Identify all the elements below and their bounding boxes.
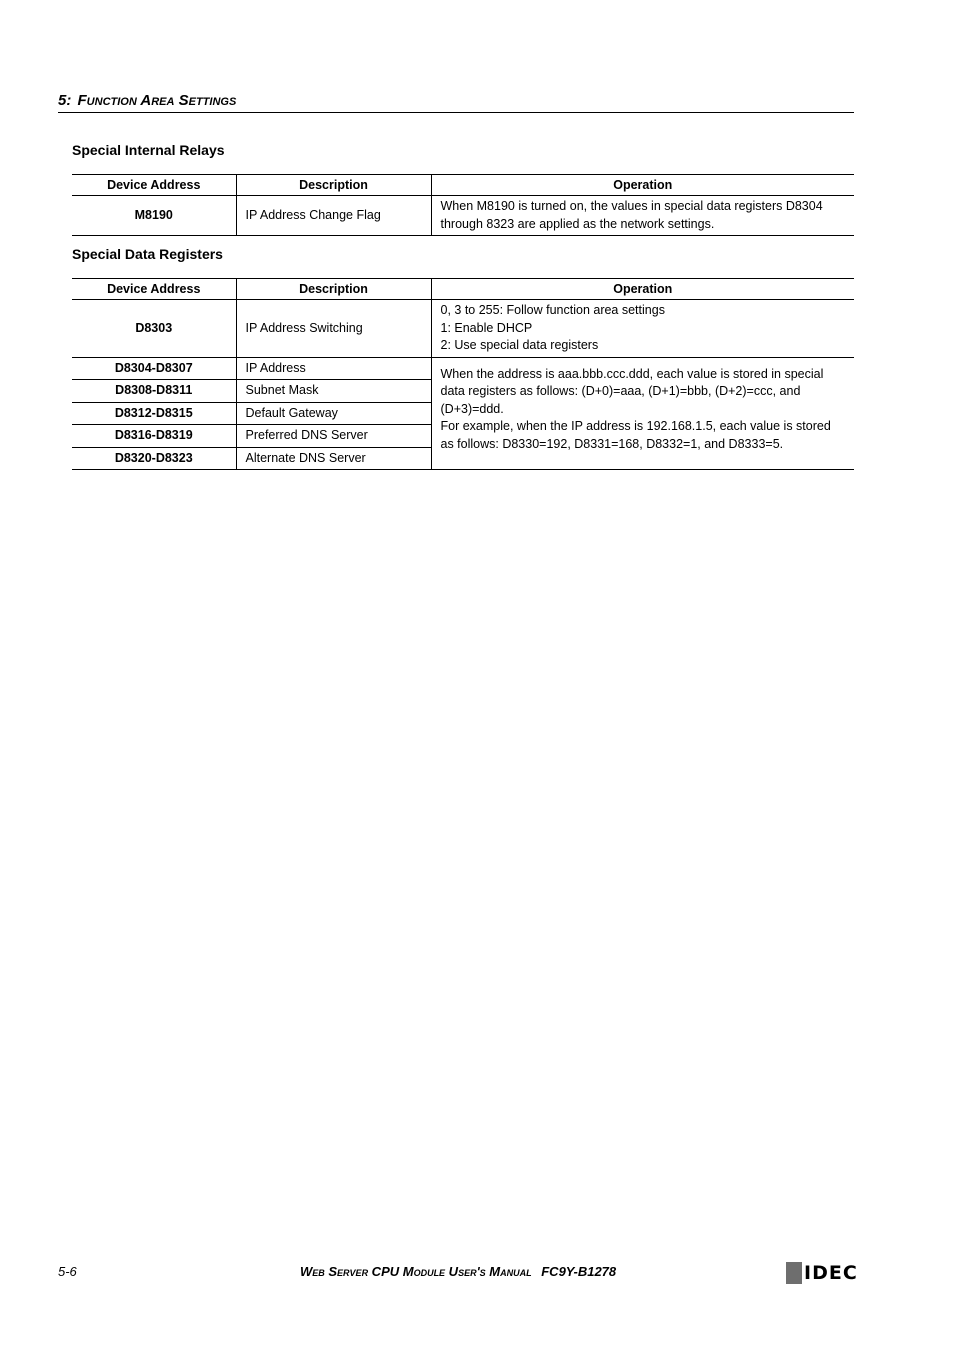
description-cell: Alternate DNS Server — [236, 447, 431, 470]
device-address-cell: M8190 — [72, 196, 236, 236]
operation-cell: When M8190 is turned on, the values in special data registers D8304 through 8323 are applied as the network settings. — [431, 196, 854, 236]
chapter-number: 5: — [58, 92, 72, 109]
table-row — [72, 196, 854, 236]
relays-table — [72, 174, 854, 236]
manual-code: FC9Y-B1278 — [541, 1264, 617, 1279]
description-cell: Default Gateway — [236, 402, 431, 425]
description-cell: IP Address — [236, 357, 431, 380]
shared-operation-cell — [431, 357, 854, 470]
description-cell: IP Address Switching — [236, 300, 431, 358]
device-address-cell: D8303 — [72, 300, 236, 358]
device-address-cell: D8304-D8307 — [72, 357, 236, 380]
page-number: 5-6 — [58, 1264, 77, 1279]
operation-paragraph: For example, when the IP address is 192.168.1.5, each value is stored as follows: D8330=192, D8331=168, D8332=1, and D8333=5. — [440, 419, 831, 451]
manual-title — [300, 1264, 616, 1279]
chapter-header — [58, 92, 854, 113]
relays-header-row — [72, 175, 854, 196]
chapter-title: Function Area Settings — [77, 92, 237, 109]
idec-logo — [786, 1262, 858, 1284]
registers-section-title: Special Data Registers — [72, 246, 223, 262]
device-address-cell: D8320-D8323 — [72, 447, 236, 470]
operation-line: 1: Enable DHCP — [440, 320, 533, 335]
operation-cell — [431, 300, 854, 358]
column-header-device-address: Device Address — [72, 175, 236, 196]
logo-text: IDEC — [804, 1262, 858, 1284]
description-cell: Preferred DNS Server — [236, 425, 431, 448]
table-row — [72, 357, 854, 380]
device-address-cell: D8316-D8319 — [72, 425, 236, 448]
operation-line: 0, 3 to 255: Follow function area settings — [440, 303, 665, 317]
device-address-cell: D8312-D8315 — [72, 402, 236, 425]
table-row — [72, 300, 854, 358]
description-cell: Subnet Mask — [236, 380, 431, 403]
description-cell: IP Address Change Flag — [236, 196, 431, 236]
registers-header-row — [72, 279, 854, 300]
manual-title-text: Web Server CPU Module User's Manual — [300, 1264, 532, 1279]
column-header-operation: Operation — [431, 279, 854, 300]
relays-section-title: Special Internal Relays — [72, 142, 225, 158]
column-header-description: Description — [236, 279, 431, 300]
operation-paragraph: When the address is aaa.bbb.ccc.ddd, each value is stored in special data registers as follows: (D+0)=aaa, (D+1)=bbb, (D+2)=ccc, and (D+3)=ddd. — [440, 366, 824, 416]
column-header-description: Description — [236, 175, 431, 196]
device-address-cell: D8308-D8311 — [72, 380, 236, 403]
column-header-device-address: Device Address — [72, 279, 236, 300]
column-header-operation: Operation — [431, 175, 854, 196]
operation-line: 2: Use special data registers — [440, 338, 599, 352]
logo-mark-icon — [786, 1262, 802, 1284]
registers-table — [72, 278, 854, 470]
